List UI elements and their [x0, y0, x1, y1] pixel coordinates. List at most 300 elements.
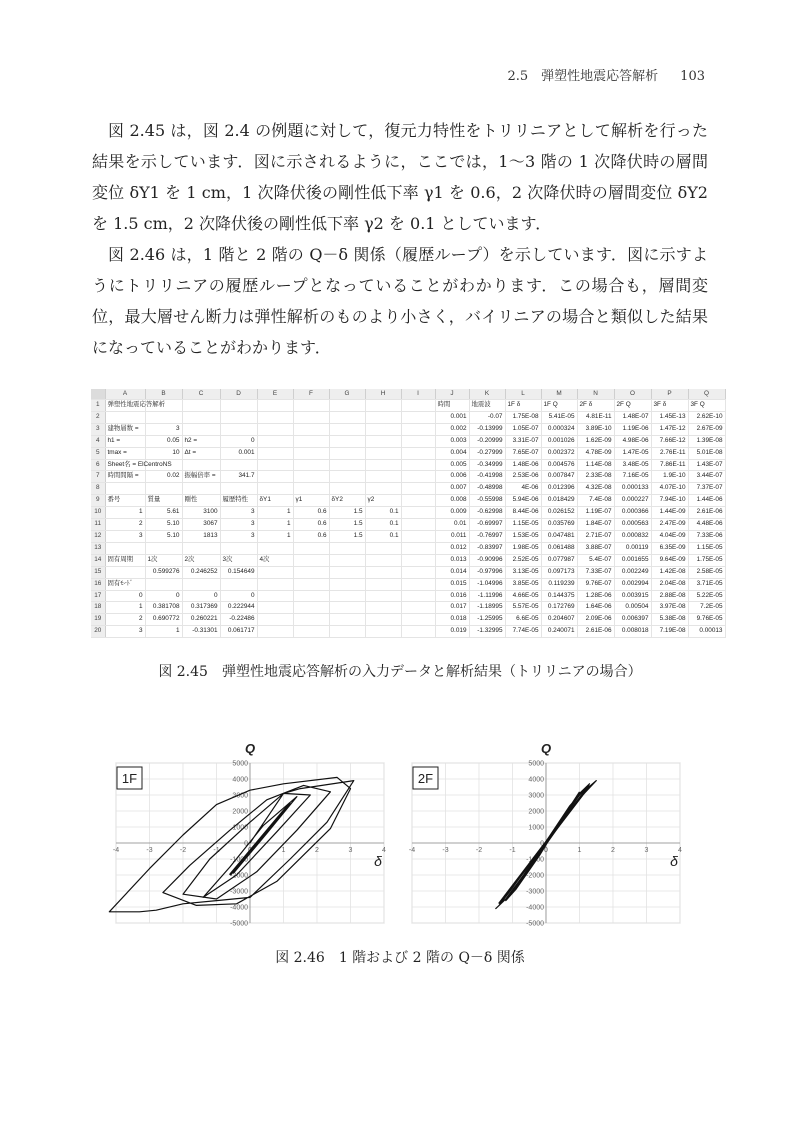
sheet-cell: 0.004: [435, 447, 469, 459]
sheet-cell: 0.013: [435, 554, 469, 566]
sheet-cell: 3: [220, 530, 257, 542]
sheet-cell: 1.19E-06: [614, 423, 651, 435]
running-header: [507, 65, 705, 84]
panel-label: 2F: [417, 771, 434, 786]
sheet-cell: [182, 423, 220, 435]
row-header: 6: [91, 459, 105, 471]
sheet-cell: 2.61E-06: [688, 507, 725, 519]
sheet-cell: 0.001026: [541, 435, 577, 447]
sheet-cell: 1.5: [329, 519, 365, 531]
sheet-cell: [365, 400, 401, 412]
sheet-cell: [329, 483, 365, 495]
sheet-cell: [329, 411, 365, 423]
sheet-cell: [257, 590, 293, 602]
sheet-cell: -0.34999: [469, 459, 505, 471]
sheet-cell: [365, 435, 401, 447]
sheet-cell: [145, 578, 182, 590]
sheet-cell: 0.690772: [145, 614, 182, 626]
sheet-cell: 0.144375: [541, 590, 577, 602]
y-tick-label: -5000: [526, 920, 544, 928]
sheet-cell: 2次: [182, 554, 220, 566]
sheet-cell: 4.78E-09: [577, 447, 614, 459]
column-header: Q: [688, 389, 725, 400]
sheet-cell: 2: [105, 519, 145, 531]
sheet-cell: 3100: [182, 507, 220, 519]
y-tick-label: -1000: [526, 856, 544, 864]
row-header: 16: [91, 578, 105, 590]
y-tick-label: -4000: [526, 904, 544, 912]
sheet-cell: [401, 459, 435, 471]
column-header: P: [651, 389, 688, 400]
sheet-cell: 2.67E-09: [688, 423, 725, 435]
sheet-cell: [329, 614, 365, 626]
sheet-cell: 0.317369: [182, 602, 220, 614]
sheet-cell: 地震波: [469, 400, 505, 412]
sheet-cell: [329, 447, 365, 459]
sheet-cell: [329, 578, 365, 590]
y-tick-label: -3000: [230, 888, 248, 896]
sheet-cell: 5.41E-05: [541, 411, 577, 423]
column-header: I: [401, 389, 435, 400]
sheet-cell: 0.000133: [614, 483, 651, 495]
sheet-cell: 1: [105, 602, 145, 614]
sheet-cell: 3.13E-05: [505, 566, 541, 578]
sheet-cell: 1.47E-05: [614, 447, 651, 459]
sheet-cell: 0: [220, 435, 257, 447]
sheet-row: [91, 495, 725, 507]
sheet-cell: [365, 471, 401, 483]
sheet-cell: 1813: [182, 530, 220, 542]
sheet-cell: 0.000563: [614, 519, 651, 531]
sheet-cell: 2: [105, 614, 145, 626]
y-tick-label: 5000: [528, 760, 544, 768]
sheet-cell: γ1: [293, 495, 329, 507]
sheet-cell: δY2: [329, 495, 365, 507]
sheet-cell: 6.6E-05: [505, 614, 541, 626]
sheet-cell: 0.246252: [182, 566, 220, 578]
sheet-cell: 1.45E-13: [651, 411, 688, 423]
sheet-cell: 3.48E-05: [614, 459, 651, 471]
sheet-cell: 3.89E-10: [577, 423, 614, 435]
sheet-cell: [329, 626, 365, 638]
sheet-row: [91, 578, 725, 590]
sheet-cell: [257, 578, 293, 590]
sheet-cell: [293, 435, 329, 447]
sheet-corner: [91, 389, 105, 400]
sheet-row: [91, 459, 725, 471]
sheet-cell: 3: [220, 507, 257, 519]
sheet-cell: 0.000227: [614, 495, 651, 507]
sheet-cell: 時間間隔 =: [105, 471, 145, 483]
sheet-row: [91, 507, 725, 519]
sheet-cell: 1.75E-08: [505, 411, 541, 423]
sheet-cell: 5.4E-07: [577, 554, 614, 566]
y-tick-label: 0: [540, 840, 544, 848]
sheet-cell: [145, 542, 182, 554]
sheet-cell: 時間: [435, 400, 469, 412]
sheet-cell: 0.018429: [541, 495, 577, 507]
sheet-cell: 質量: [145, 495, 182, 507]
sheet-cell: [105, 566, 145, 578]
sheet-cell: 4.98E-06: [614, 435, 651, 447]
sheet-cell: 7.66E-12: [651, 435, 688, 447]
sheet-cell: 弾塑性地震応答解析: [105, 400, 145, 412]
sheet-cell: h2 =: [182, 435, 220, 447]
sheet-cell: 8.44E-06: [505, 507, 541, 519]
sheet-cell: 1.5: [329, 507, 365, 519]
sheet-cell: 0.000366: [614, 507, 651, 519]
row-header: 18: [91, 602, 105, 614]
sheet-cell: 0.012: [435, 542, 469, 554]
sheet-cell: 0.016: [435, 590, 469, 602]
sheet-cell: [293, 423, 329, 435]
chart-1f: [110, 737, 390, 927]
sheet-cell: 3: [105, 530, 145, 542]
sheet-cell: 2F Q: [614, 400, 651, 412]
sheet-cell: 1F δ: [505, 400, 541, 412]
column-header: O: [614, 389, 651, 400]
sheet-cell: [293, 471, 329, 483]
x-tick-label: -3: [146, 847, 153, 854]
y-axis-label: Q: [244, 741, 256, 756]
y-tick-label: -5000: [230, 920, 248, 928]
sheet-cell: -0.83997: [469, 542, 505, 554]
y-tick-label: 2000: [232, 808, 248, 816]
sheet-cell: [257, 483, 293, 495]
column-header: E: [257, 389, 293, 400]
sheet-cell: [329, 459, 365, 471]
sheet-cell: [365, 578, 401, 590]
sheet-cell: [401, 483, 435, 495]
sheet-cell: 0.1: [365, 507, 401, 519]
sheet-cell: [293, 578, 329, 590]
sheet-cell: 0.061488: [541, 542, 577, 554]
sheet-cell: 1: [145, 626, 182, 638]
sheet-cell: [401, 519, 435, 531]
sheet-cell: [257, 447, 293, 459]
sheet-cell: h1 =: [105, 435, 145, 447]
sheet-cell: 1.28E-06: [577, 590, 614, 602]
y-tick-label: 3000: [232, 792, 248, 800]
y-tick-label: 1000: [232, 824, 248, 832]
sheet-cell: [329, 566, 365, 578]
sheet-cell: 1.39E-08: [688, 435, 725, 447]
sheet-cell: 3次: [220, 554, 257, 566]
sheet-cell: 0.011: [435, 530, 469, 542]
row-header: 15: [91, 566, 105, 578]
sheet-cell: [257, 400, 293, 412]
sheet-cell: [365, 411, 401, 423]
sheet-cell: 7.65E-07: [505, 447, 541, 459]
sheet-cell: 剛性: [182, 495, 220, 507]
sheet-cell: 0.002372: [541, 447, 577, 459]
section-title: 2.5 弾塑性地震応答解析: [507, 69, 659, 84]
x-tick-label: 1: [577, 847, 582, 854]
sheet-row: [91, 423, 725, 435]
sheet-cell: 4.48E-06: [688, 519, 725, 531]
sheet-cell: 7.74E-05: [505, 626, 541, 638]
sheet-cell: 0.154649: [220, 566, 257, 578]
sheet-cell: 4.81E-11: [577, 411, 614, 423]
sheet-row: [91, 530, 725, 542]
row-header: 3: [91, 423, 105, 435]
sheet-cell: 1.48E-07: [614, 411, 651, 423]
sheet-cell: 3.97E-08: [651, 602, 688, 614]
sheet-cell: [365, 602, 401, 614]
spreadsheet-table: [91, 389, 726, 638]
column-header: H: [365, 389, 401, 400]
y-tick-label: -2000: [526, 872, 544, 880]
row-header: 13: [91, 542, 105, 554]
sheet-cell: -0.07: [469, 411, 505, 423]
sheet-cell: 1: [105, 507, 145, 519]
y-tick-label: 5000: [232, 760, 248, 768]
sheet-cell: 1: [257, 519, 293, 531]
sheet-cell: 0.381708: [145, 602, 182, 614]
row-header: 2: [91, 411, 105, 423]
sheet-cell: 0.1: [365, 519, 401, 531]
sheet-cell: 0.00504: [614, 602, 651, 614]
sheet-cell: [257, 459, 293, 471]
sheet-cell: [182, 400, 220, 412]
sheet-cell: 3F δ: [651, 400, 688, 412]
sheet-cell: 1.5: [329, 530, 365, 542]
sheet-cell: 0.599276: [145, 566, 182, 578]
sheet-cell: 0.006: [435, 471, 469, 483]
sheet-cell: [220, 483, 257, 495]
sheet-cell: 1.75E-05: [688, 554, 725, 566]
y-tick-label: -3000: [526, 888, 544, 896]
sheet-cell: 0.1: [365, 530, 401, 542]
x-tick-label: -1: [213, 847, 220, 854]
sheet-cell: [182, 483, 220, 495]
column-header: K: [469, 389, 505, 400]
sheet-cell: [257, 626, 293, 638]
sheet-cell: [257, 471, 293, 483]
sheet-cell: [257, 566, 293, 578]
sheet-cell: 1.14E-08: [577, 459, 614, 471]
sheet-cell: 9.76E-07: [577, 578, 614, 590]
sheet-cell: 2.52E-05: [505, 554, 541, 566]
sheet-cell: [329, 435, 365, 447]
sheet-cell: 7.37E-07: [688, 483, 725, 495]
sheet-cell: 9.76E-05: [688, 614, 725, 626]
sheet-cell: 0.014: [435, 566, 469, 578]
sheet-cell: 0.02: [145, 471, 182, 483]
sheet-row: [91, 483, 725, 495]
sheet-cell: [329, 590, 365, 602]
sheet-cell: 固有ﾓｰﾄﾞ: [105, 578, 145, 590]
sheet-cell: 2.33E-08: [577, 471, 614, 483]
sheet-cell: 2.62E-10: [688, 411, 725, 423]
column-header: N: [577, 389, 614, 400]
sheet-cell: 7.86E-11: [651, 459, 688, 471]
paragraph-2: 図 2.46 は，1 階と 2 階の Q－δ 関係（履歴ループ）を示しています．図に示すようにトリリニアの履歴ループとなっていることがわかります．この場合も，層間変位，最大層せん断力は弾性解析のものより小さく，バイリニアの場合と類似した結果になっていることがわかります．: [92, 245, 708, 357]
sheet-cell: 3067: [182, 519, 220, 531]
sheet-cell: 3.44E-07: [688, 471, 725, 483]
sheet-cell: [401, 530, 435, 542]
row-header: 20: [91, 626, 105, 638]
sheet-cell: -0.97996: [469, 566, 505, 578]
column-header: A: [105, 389, 145, 400]
sheet-cell: 0.018: [435, 614, 469, 626]
sheet-row: [91, 554, 725, 566]
chart-2f: [406, 737, 686, 927]
sheet-cell: 2.58E-05: [688, 566, 725, 578]
sheet-cell: 0.6: [293, 530, 329, 542]
sheet-cell: [401, 435, 435, 447]
sheet-cell: [329, 471, 365, 483]
sheet-cell: [365, 626, 401, 638]
sheet-cell: 0.260221: [182, 614, 220, 626]
sheet-cell: 7.94E-10: [651, 495, 688, 507]
x-axis-label: δ: [374, 853, 382, 869]
sheet-cell: 0.002: [435, 423, 469, 435]
x-tick-label: 0: [248, 847, 252, 854]
sheet-cell: [105, 483, 145, 495]
sheet-cell: 0.077987: [541, 554, 577, 566]
sheet-cell: 1F Q: [541, 400, 577, 412]
sheet-cell: 0.061717: [220, 626, 257, 638]
sheet-cell: 0: [145, 590, 182, 602]
sheet-cell: 振幅倍率 =: [182, 471, 220, 483]
sheet-cell: 0.035769: [541, 519, 577, 531]
row-header: 5: [91, 447, 105, 459]
sheet-cell: 固有周期: [105, 554, 145, 566]
sheet-cell: [365, 566, 401, 578]
x-tick-label: 4: [678, 847, 682, 854]
sheet-row: [91, 626, 725, 638]
sheet-cell: [257, 602, 293, 614]
sheet-cell: 0: [105, 590, 145, 602]
sheet-cell: -0.76997: [469, 530, 505, 542]
sheet-cell: 0.008: [435, 495, 469, 507]
x-tick-label: 4: [382, 847, 386, 854]
sheet-cell: 0: [220, 590, 257, 602]
sheet-cell: [401, 471, 435, 483]
sheet-cell: -1.04996: [469, 578, 505, 590]
row-header: 12: [91, 530, 105, 542]
sheet-cell: [293, 566, 329, 578]
sheet-cell: 5.01E-08: [688, 447, 725, 459]
sheet-row: [91, 602, 725, 614]
sheet-cell: 7.16E-05: [614, 471, 651, 483]
sheet-cell: [257, 423, 293, 435]
sheet-cell: [293, 614, 329, 626]
sheet-cell: [329, 542, 365, 554]
sheet-cell: [401, 507, 435, 519]
sheet-cell: 0.000832: [614, 530, 651, 542]
row-header: 17: [91, 590, 105, 602]
sheet-cell: 2.47E-09: [651, 519, 688, 531]
sheet-cell: [145, 411, 182, 423]
sheet-cell: 0.017: [435, 602, 469, 614]
sheet-row: [91, 566, 725, 578]
x-tick-label: 2: [315, 847, 319, 854]
sheet-cell: -0.27999: [469, 447, 505, 459]
row-header: 11: [91, 519, 105, 531]
sheet-cell: 0.007847: [541, 471, 577, 483]
sheet-cell: 0.003915: [614, 590, 651, 602]
sheet-cell: 6.35E-09: [651, 542, 688, 554]
sheet-row: [91, 411, 725, 423]
sheet-cell: 0.012396: [541, 483, 577, 495]
column-header: M: [541, 389, 577, 400]
sheet-cell: 0.002249: [614, 566, 651, 578]
sheet-cell: 0.00119: [614, 542, 651, 554]
sheet-row: [91, 471, 725, 483]
sheet-cell: 0.01: [435, 519, 469, 531]
sheet-row: [91, 614, 725, 626]
sheet-cell: -1.11996: [469, 590, 505, 602]
sheet-cell: [257, 614, 293, 626]
sheet-cell: 1.84E-07: [577, 519, 614, 531]
sheet-cell: 3.85E-05: [505, 578, 541, 590]
sheet-cell: 0.097173: [541, 566, 577, 578]
sheet-cell: 7.4E-08: [577, 495, 614, 507]
figure-caption-2-46: 図 2.46 1 階および 2 階の Q－δ 関係: [275, 950, 525, 966]
sheet-cell: -1.18995: [469, 602, 505, 614]
sheet-cell: [220, 423, 257, 435]
sheet-row: [91, 435, 725, 447]
sheet-row: [91, 542, 725, 554]
body-text: [92, 115, 708, 363]
sheet-cell: 2.88E-08: [651, 590, 688, 602]
sheet-cell: 0.6: [293, 519, 329, 531]
sheet-cell: 1.53E-05: [505, 530, 541, 542]
sheet-cell: 1: [257, 530, 293, 542]
sheet-cell: 5.57E-05: [505, 602, 541, 614]
sheet-cell: 5.94E-06: [505, 495, 541, 507]
x-tick-label: -2: [475, 847, 483, 854]
sheet-cell: 2F δ: [577, 400, 614, 412]
sheet-cell: 0.000324: [541, 423, 577, 435]
sheet-cell: [401, 614, 435, 626]
sheet-cell: 5.10: [145, 519, 182, 531]
sheet-cell: [105, 411, 145, 423]
sheet-cell: 4.66E-05: [505, 590, 541, 602]
column-header: J: [435, 389, 469, 400]
column-header: D: [220, 389, 257, 400]
sheet-cell: 0.019: [435, 626, 469, 638]
sheet-cell: [220, 542, 257, 554]
column-header: C: [182, 389, 220, 400]
x-tick-label: 0: [544, 847, 548, 854]
sheet-cell: 履歴特性: [220, 495, 257, 507]
y-tick-label: 2000: [528, 808, 544, 816]
sheet-cell: 341.7: [220, 471, 257, 483]
sheet-cell: [329, 602, 365, 614]
sheet-cell: [365, 459, 401, 471]
y-tick-label: 0: [244, 840, 248, 848]
sheet-cell: 4.32E-08: [577, 483, 614, 495]
sheet-cell: -0.13999: [469, 423, 505, 435]
y-tick-label: -4000: [230, 904, 248, 912]
row-header: 8: [91, 483, 105, 495]
sheet-cell: -0.41998: [469, 471, 505, 483]
x-tick-label: -3: [442, 847, 449, 854]
sheet-cell: 0.6: [293, 507, 329, 519]
sheet-cell: [293, 602, 329, 614]
x-tick-label: 1: [281, 847, 286, 854]
sheet-cell: δY1: [257, 495, 293, 507]
sheet-cell: -0.31301: [182, 626, 220, 638]
sheet-cell: 1.48E-06: [505, 459, 541, 471]
sheet-cell: -0.69997: [469, 519, 505, 531]
sheet-cell: 3.31E-07: [505, 435, 541, 447]
sheet-cell: 0.172769: [541, 602, 577, 614]
sheet-row: [91, 400, 725, 412]
